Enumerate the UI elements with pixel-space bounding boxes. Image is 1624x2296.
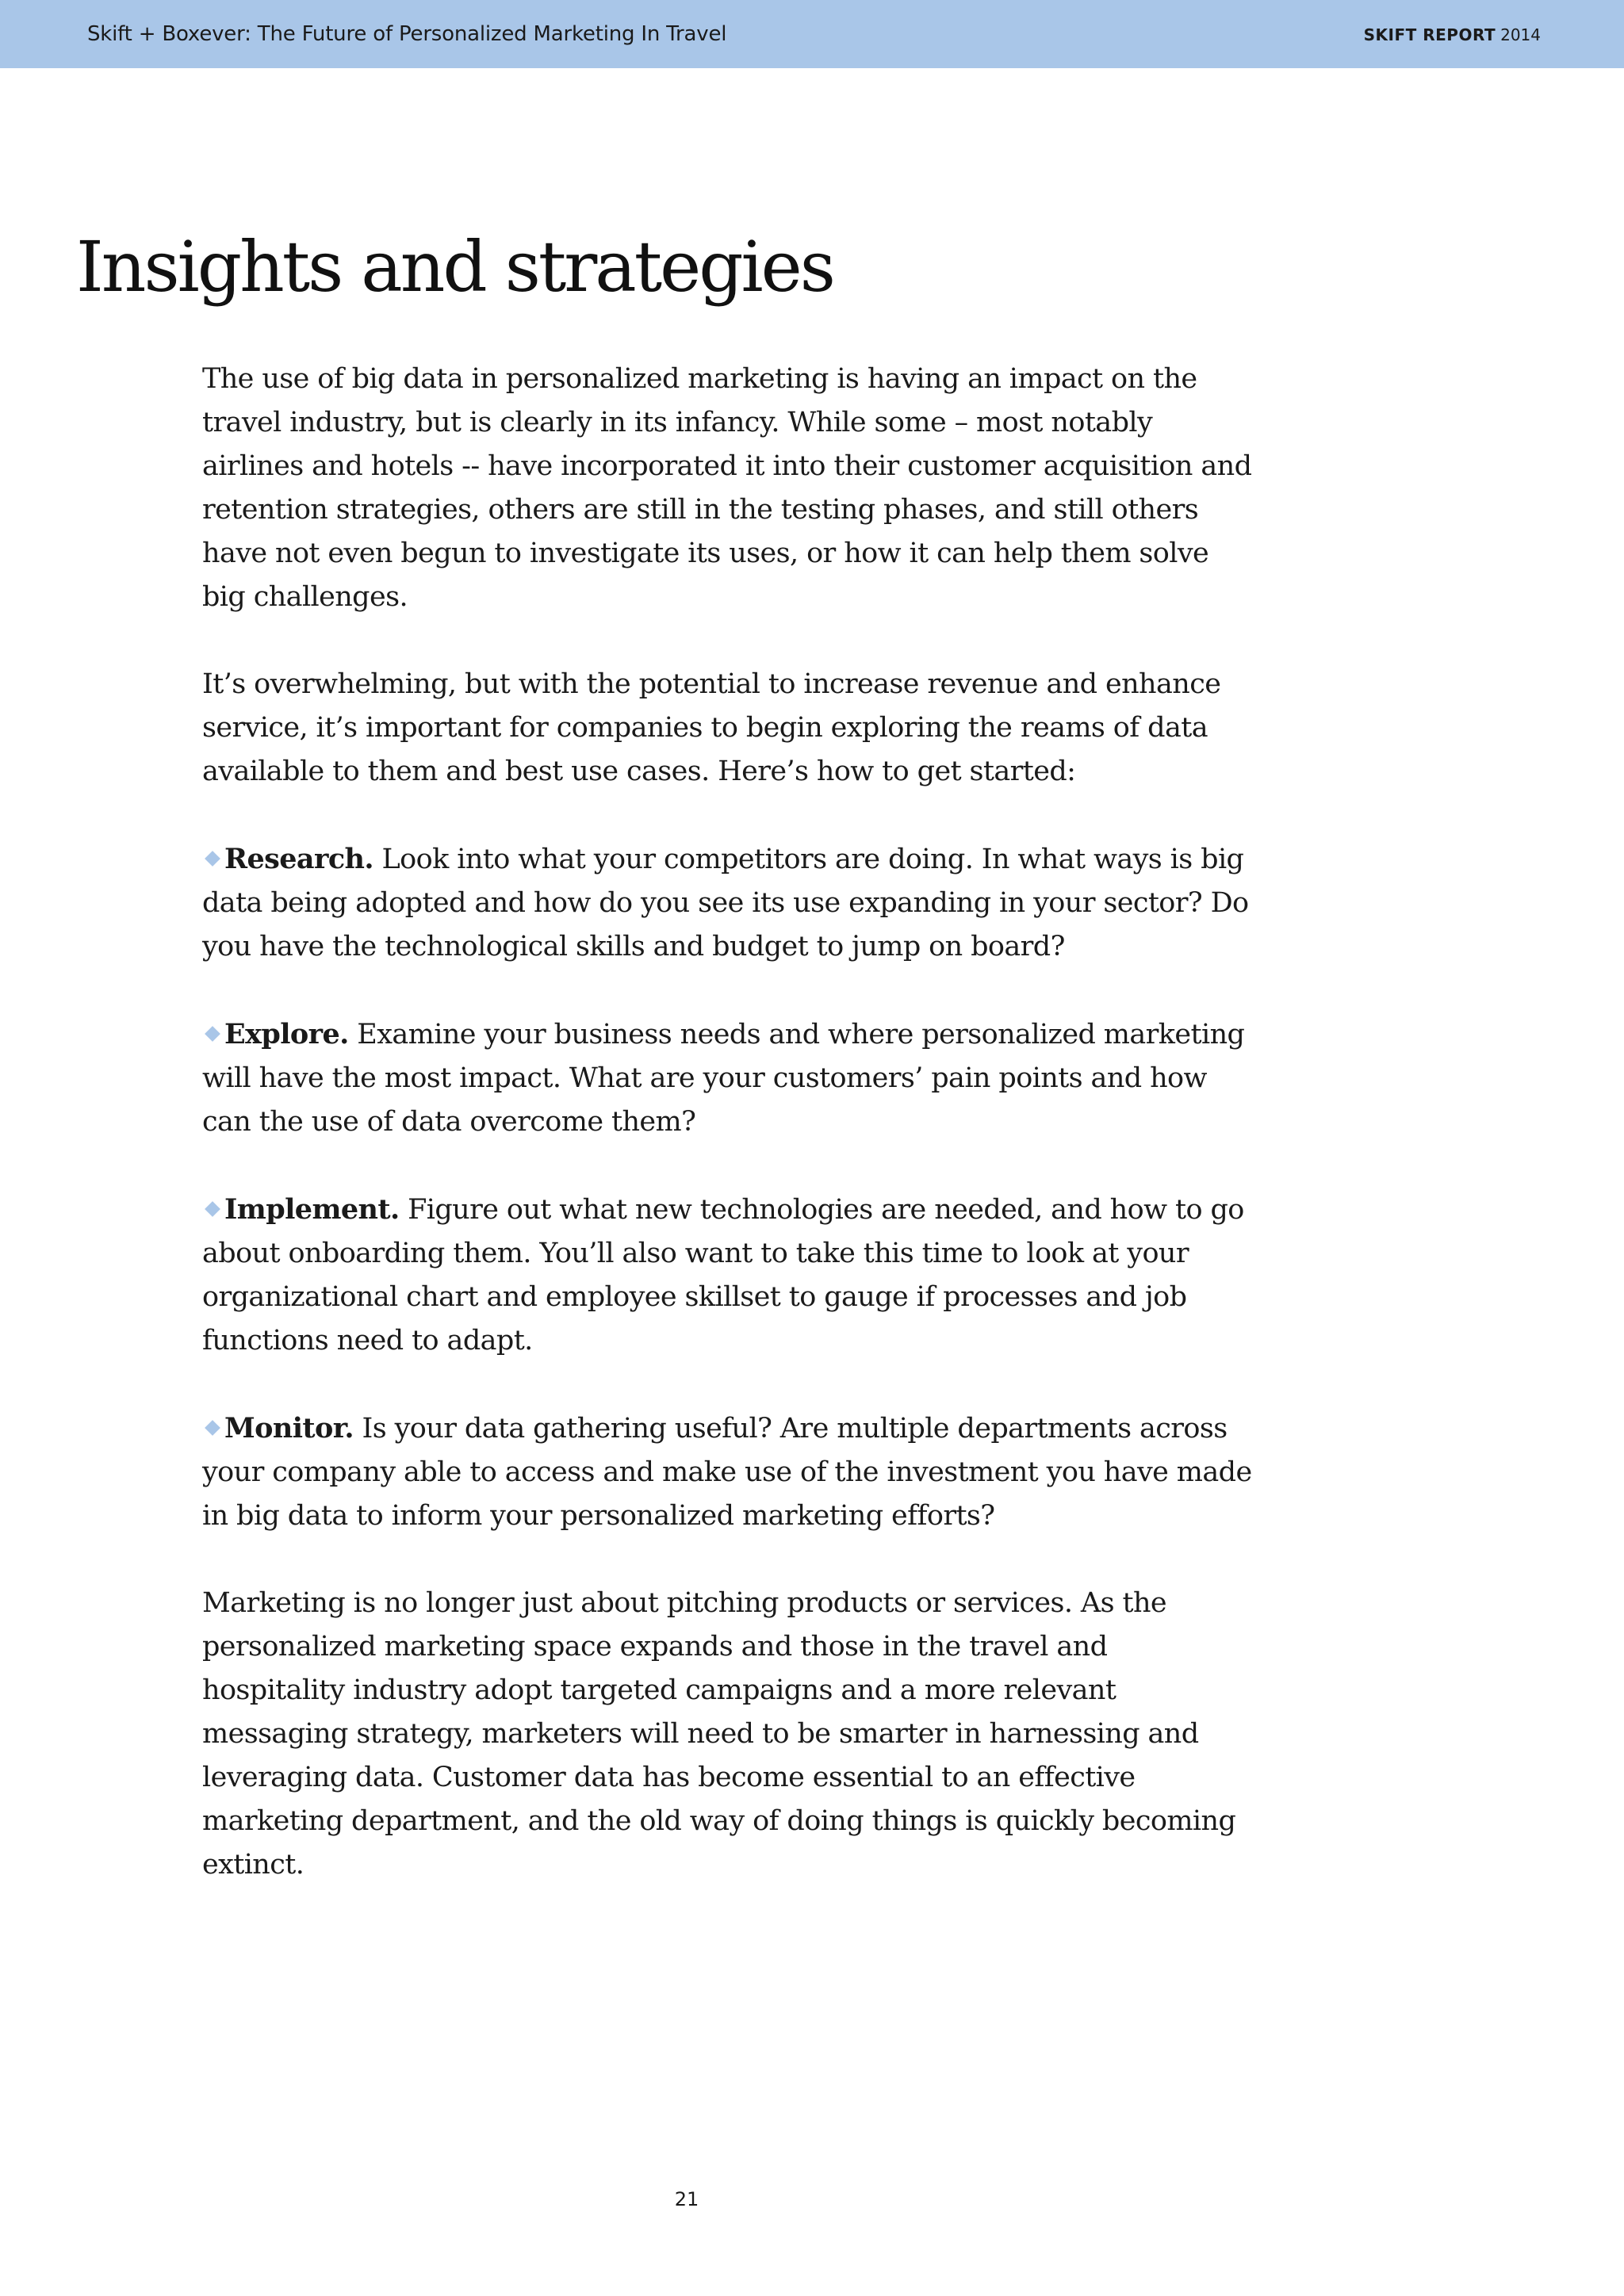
- intro-paragraph: It’s overwhelming, but with the potential to increase revenue and enhance service, it’s important for companies to begin exploring the reams of data available to them and best use cases. Here’s how to get started:: [202, 668, 1221, 787]
- bullet-lead: Implement.: [224, 1193, 400, 1226]
- intro-paragraph: The use of big data in personalized marketing is having an impact on the travel industry, but is clearly in its infancy. While some – most notably airlines and hotels -- have incorporated it into their customer acquisition and retention strategies, others are still in the testing phases, and still others have not even begun to investigate its uses, or how it can help them solve big challenges.: [202, 363, 1252, 613]
- article-body: [202, 358, 1257, 1931]
- bullet-text: Figure out what new technologies are needed, and how to go about onboarding them. You’ll also want to take this time to look at your organizational chart and employee skillset to gauge if processes and job functions need to adapt.: [202, 1194, 1244, 1357]
- closing-paragraph: Marketing is no longer just about pitching products or services. As the personalized marketing space expands and those in the travel and hospitality industry adopt targeted campaigns and a more relevant messaging strategy, marketers will need to be smarter in harnessing and leveraging data. Customer data has become essential to an effective marketing department, and the old way of doing things is quickly becoming extinct.: [202, 1587, 1236, 1881]
- bullet-item-monitor: [202, 1406, 1257, 1538]
- bullet-text: Look into what your competitors are doing. In what ways is big data being adopted and how do you see its use expanding in your sector? Do you have the technological skills and budget to jump on board?: [202, 844, 1249, 962]
- page-number: 21: [674, 2188, 699, 2210]
- report-brand: SKIFT REPORT: [1363, 25, 1496, 44]
- bullet-lead: Monitor.: [224, 1412, 354, 1445]
- bullet-lead: Research.: [224, 843, 373, 875]
- header-bar: [0, 0, 1624, 68]
- bullet-text: Examine your business needs and where personalized marketing will have the most impact. What are your customers’ pain points and how can the use of data overcome them?: [202, 1019, 1245, 1138]
- report-title: Skift + Boxever: The Future of Personalized Marketing In Travel: [87, 22, 727, 46]
- bullet-diamond-icon: [205, 1420, 220, 1436]
- bullet-diamond-icon: [205, 851, 220, 867]
- bullet-lead: Explore.: [224, 1018, 349, 1050]
- bullet-item-research: [202, 837, 1257, 969]
- bullet-text: Is your data gathering useful? Are multiple departments across your company able to access and make use of the investment you have made in big data to inform your personalized marketing efforts?: [202, 1413, 1252, 1532]
- bullet-item-explore: [202, 1012, 1257, 1144]
- report-year: 2014: [1500, 25, 1541, 44]
- bullet-item-implement: [202, 1188, 1257, 1363]
- report-brand-label: [1364, 25, 1541, 44]
- bullet-diamond-icon: [205, 1201, 220, 1217]
- page-title: Insights and strategies: [76, 226, 833, 308]
- bullet-diamond-icon: [205, 1026, 220, 1042]
